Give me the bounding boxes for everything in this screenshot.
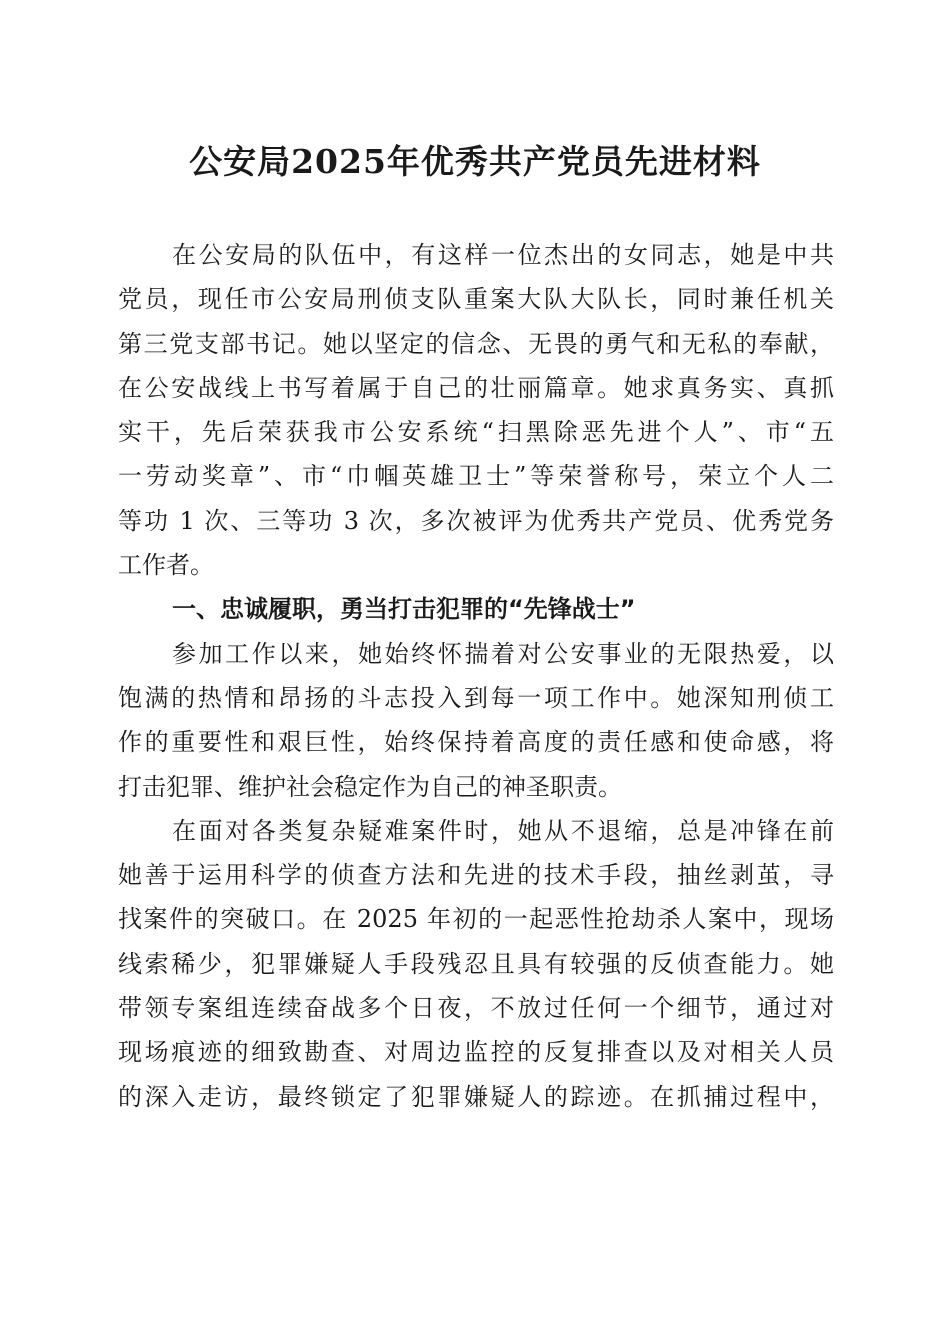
text-line: 等功 1 次、三等功 3 次，多次被评为优秀共产党员、优秀党务: [118, 506, 834, 535]
text-line: 实干，先后荣获我市公安系统“扫黑除恶先进个人”、市“五: [118, 418, 834, 447]
text-line: 她善于运用科学的侦查方法和先进的技术手段，抽丝剥茧，寻: [118, 861, 834, 890]
text-line: 一劳动奖章”、市“巾帼英雄卫士”等荣誉称号，荣立个人二: [118, 462, 834, 491]
section-heading: 一、忠诚履职，勇当打击犯罪的“先锋战士”: [172, 595, 636, 624]
text-line: 第三党支部书记。她以坚定的信念、无畏的勇气和无私的奉献，: [118, 329, 834, 358]
text-line: 工作者。: [118, 551, 214, 580]
text-line: 参加工作以来，她始终怀揣着对公安事业的无限热爱，以: [172, 639, 834, 668]
text-line: 打击犯罪、维护社会稳定作为自己的神圣职责。: [118, 772, 622, 801]
text-line: 党员，现任市公安局刑侦支队重案大队大队长，同时兼任机关: [118, 285, 834, 314]
text-line: 带领专案组连续奋战多个日夜，不放过任何一个细节，通过对: [118, 994, 834, 1023]
text-line: 在面对各类复杂疑难案件时，她从不退缩，总是冲锋在前: [172, 816, 834, 845]
text-line: 饱满的热情和昂扬的斗志投入到每一项工作中。她深知刑侦工: [118, 683, 834, 712]
section-paragraph: [118, 809, 834, 1119]
text-line: 作的重要性和艰巨性，始终保持着高度的责任感和使命感，将: [118, 728, 834, 757]
text-line: 找案件的突破口。在 2025 年初的一起恶性抢劫杀人案中，现场: [118, 905, 834, 934]
text-line: 在公安局的队伍中，有这样一位杰出的女同志，她是中共: [172, 241, 834, 269]
document-title: 公安局2025年优秀共产党员先进材料: [189, 142, 761, 181]
text-line: 线索稀少，犯罪嫌疑人手段残忍且具有较强的反侦查能力。她: [118, 949, 834, 978]
text-line: 在公安战线上书写着属于自己的壮丽篇章。她求真务实、真抓: [118, 373, 834, 402]
section-paragraph: [118, 632, 834, 809]
intro-paragraph: [118, 233, 834, 587]
text-line: 现场痕迹的细致勘查、对周边监控的反复排查以及对相关人员: [118, 1038, 834, 1067]
text-line: 的深入走访，最终锁定了犯罪嫌疑人的踪迹。在抓捕过程中，: [118, 1082, 834, 1111]
document-body: [118, 233, 834, 1119]
